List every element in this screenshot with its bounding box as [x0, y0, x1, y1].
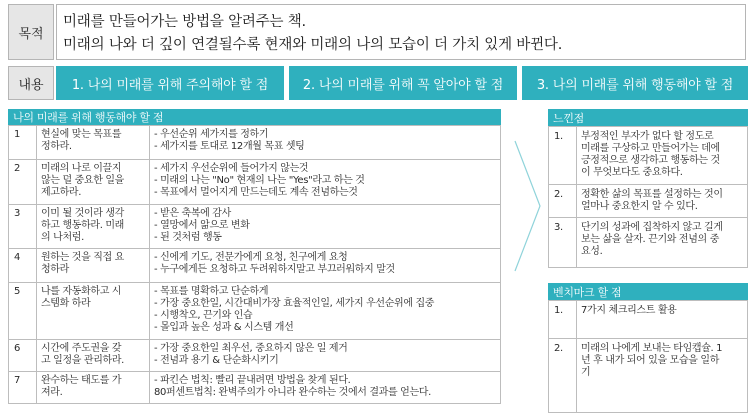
row-step: 완수하는 태도를 가 져라. — [37, 372, 150, 404]
row-step: 원하는 것을 직접 요 청하라 — [37, 249, 150, 283]
item-text: 부정적인 부자가 없다 할 정도로 미래를 구상하고 만들어가는 데에 긍정적으로 생각하고 행동하는 것 이 무엇보다도 중요하다. — [577, 127, 748, 185]
row-details: - 파킨슨 법칙: 빨리 끝내려면 방법을 찾게 된다. 80퍼센트법칙: 완벽주의가 아니라 완수하는 것에서 결과를 얻는다. — [150, 372, 501, 404]
item-number: 2. — [549, 185, 577, 218]
table-row — [9, 340, 501, 372]
insights-panel — [548, 126, 748, 268]
row-number: 2 — [9, 160, 37, 205]
list-item — [549, 185, 748, 218]
benchmark-panel — [548, 300, 748, 413]
benchmark-table — [548, 300, 748, 413]
row-details: - 세가지 우선순위에 들어가지 않는것 - 미래의 나는 "No" 현재의 나는 "Yes"라고 하는 것 - 목표에서 멀어지게 만드는데도 계속 전념하는것 — [150, 160, 501, 205]
item-text: 7가지 체크리스트 활용 — [577, 301, 748, 339]
insights-table — [548, 126, 748, 268]
row-details: - 목표를 명확하고 단순하게 - 가장 중요한일, 시간대비가장 효율적인일, 세가지 우선순위에 집중 - 시행착오, 끈기와 인습 - 몰입과 높은 성과 & 시스템 개선 — [150, 283, 501, 340]
action-table — [8, 125, 501, 404]
chevron-arrow-icon — [514, 140, 542, 272]
list-item — [549, 339, 748, 413]
row-number: 5 — [9, 283, 37, 340]
row-number: 4 — [9, 249, 37, 283]
row-number: 1 — [9, 126, 37, 160]
item-number: 2. — [549, 339, 577, 413]
insights-title: 느낀점 — [548, 109, 748, 126]
row-number: 3 — [9, 205, 37, 249]
row-step: 시간에 주도권을 갖 고 일정을 관리하라. — [37, 340, 150, 372]
row-step: 미래의 나로 이끌지 않는 덜 중요한 일을 제고하라. — [37, 160, 150, 205]
row-step: 이미 될 것이라 생각 하고 행동하라. 미래 의 나처럼. — [37, 205, 150, 249]
row-step: 현실에 맞는 목표를 정하라. — [37, 126, 150, 160]
section-tab-3[interactable]: 3. 나의 미래를 위해 행동해야 할 점 — [522, 66, 748, 100]
list-item — [549, 218, 748, 268]
purpose-line: 미래를 만들어가는 방법을 알려주는 책. — [63, 14, 306, 30]
section-tab-2[interactable]: 2. 나의 미래를 위해 꼭 알아야 할 점 — [289, 66, 517, 100]
table-row — [9, 205, 501, 249]
row-number: 7 — [9, 372, 37, 404]
item-text: 정확한 삶의 목표를 설정하는 것이 얼마나 중요한지 알 수 있다. — [577, 185, 748, 218]
list-item — [549, 127, 748, 185]
left-table-title: 나의 미래를 위해 행동해야 할 점 — [8, 109, 501, 125]
item-text: 단기의 성과에 집착하지 않고 길게 보는 삶을 살자. 끈기와 전념의 중 요성. — [577, 218, 748, 268]
purpose-label: 목적 — [8, 4, 54, 60]
row-details: - 받은 축복에 감사 - 열망에서 앎으로 변화 - 된 것처럼 행동 — [150, 205, 501, 249]
item-number: 1. — [549, 301, 577, 339]
row-step: 나를 자동화하고 시 스템화 하라 — [37, 283, 150, 340]
row-number: 6 — [9, 340, 37, 372]
table-row — [9, 372, 501, 404]
purpose-line: 미래의 나와 더 깊이 연결될수록 현재와 미래의 나의 모습이 더 가치 있게 바뀐다. — [63, 37, 563, 53]
item-text: 미래의 나에게 보내는 타임캡슐. 1 년 후 내가 되어 있을 모습을 일하 기 — [577, 339, 748, 413]
item-number: 1. — [549, 127, 577, 185]
row-details: - 가장 중요한일 최우선, 중요하지 않은 일 제거 - 전념과 용기 & 단순화시키기 — [150, 340, 501, 372]
table-row — [9, 160, 501, 205]
table-row — [9, 249, 501, 283]
row-details: - 우선순위 세가지를 정하기 - 세가지를 토대로 12개월 목표 셋팅 — [150, 126, 501, 160]
benchmark-title: 벤치마크 할 점 — [548, 283, 748, 300]
table-row — [9, 283, 501, 340]
purpose-text — [56, 4, 746, 60]
table-row — [9, 126, 501, 160]
section-tab-1[interactable]: 1. 나의 미래를 위해 주의해야 할 점 — [56, 66, 284, 100]
content-label: 내용 — [8, 66, 54, 100]
item-number: 3. — [549, 218, 577, 268]
row-details: - 신에게 기도, 전문가에게 요청, 친구에게 요청 - 누구에게든 요청하고 두려워하지말고 부끄러워하지 말것 — [150, 249, 501, 283]
list-item — [549, 301, 748, 339]
